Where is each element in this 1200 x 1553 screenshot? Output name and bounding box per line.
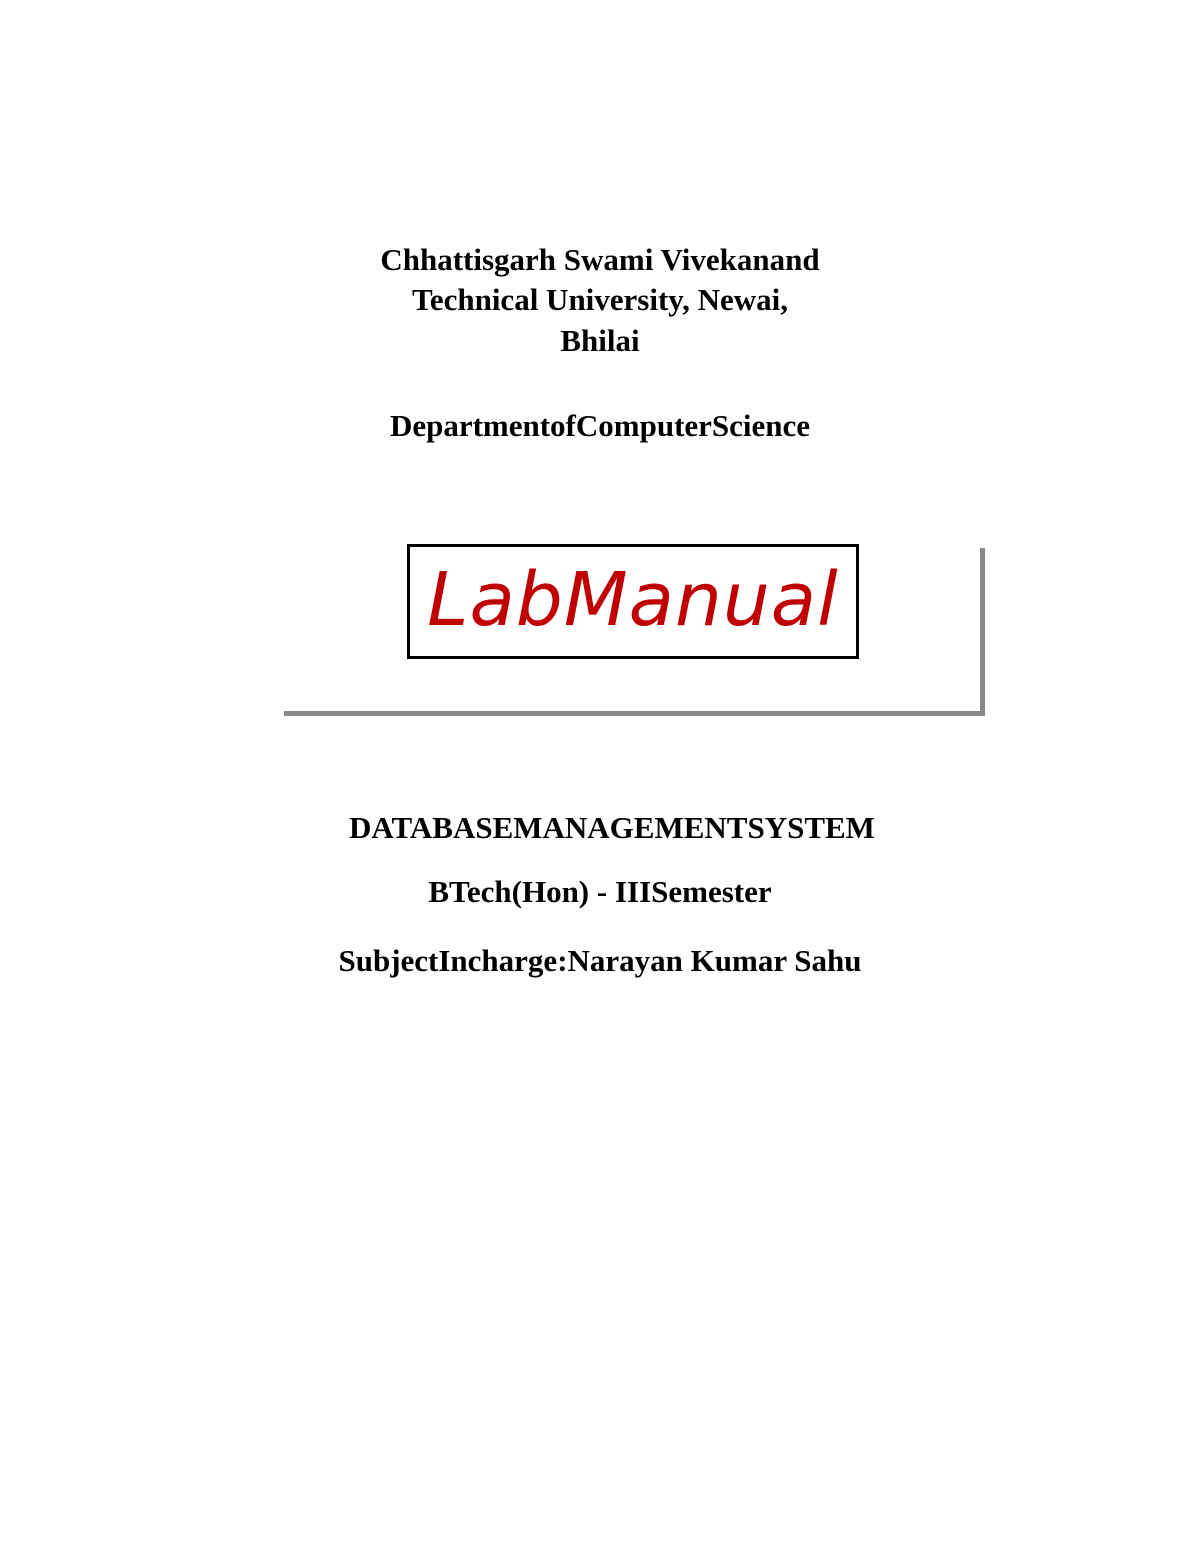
university-name-line2: Technical University, Newai, — [411, 282, 788, 317]
university-name-line1: Chhattisgarh Swami Vivekanand — [380, 242, 820, 277]
department-name: DepartmentofComputerScience — [389, 408, 811, 443]
shadow-frame-bottom — [284, 711, 985, 716]
lab-manual-title-box — [407, 544, 859, 659]
program-semester: BTech(Hon) - IIISemester — [428, 874, 772, 909]
subject-name: DATABASEMANAGEMENTSYSTEM — [349, 810, 875, 845]
shadow-frame-right — [980, 548, 985, 716]
university-name-line3: Bhilai — [560, 323, 640, 358]
subject-incharge: SubjectIncharge:Narayan Kumar Sahu — [338, 943, 862, 978]
lab-manual-title: LabManual — [427, 557, 839, 643]
